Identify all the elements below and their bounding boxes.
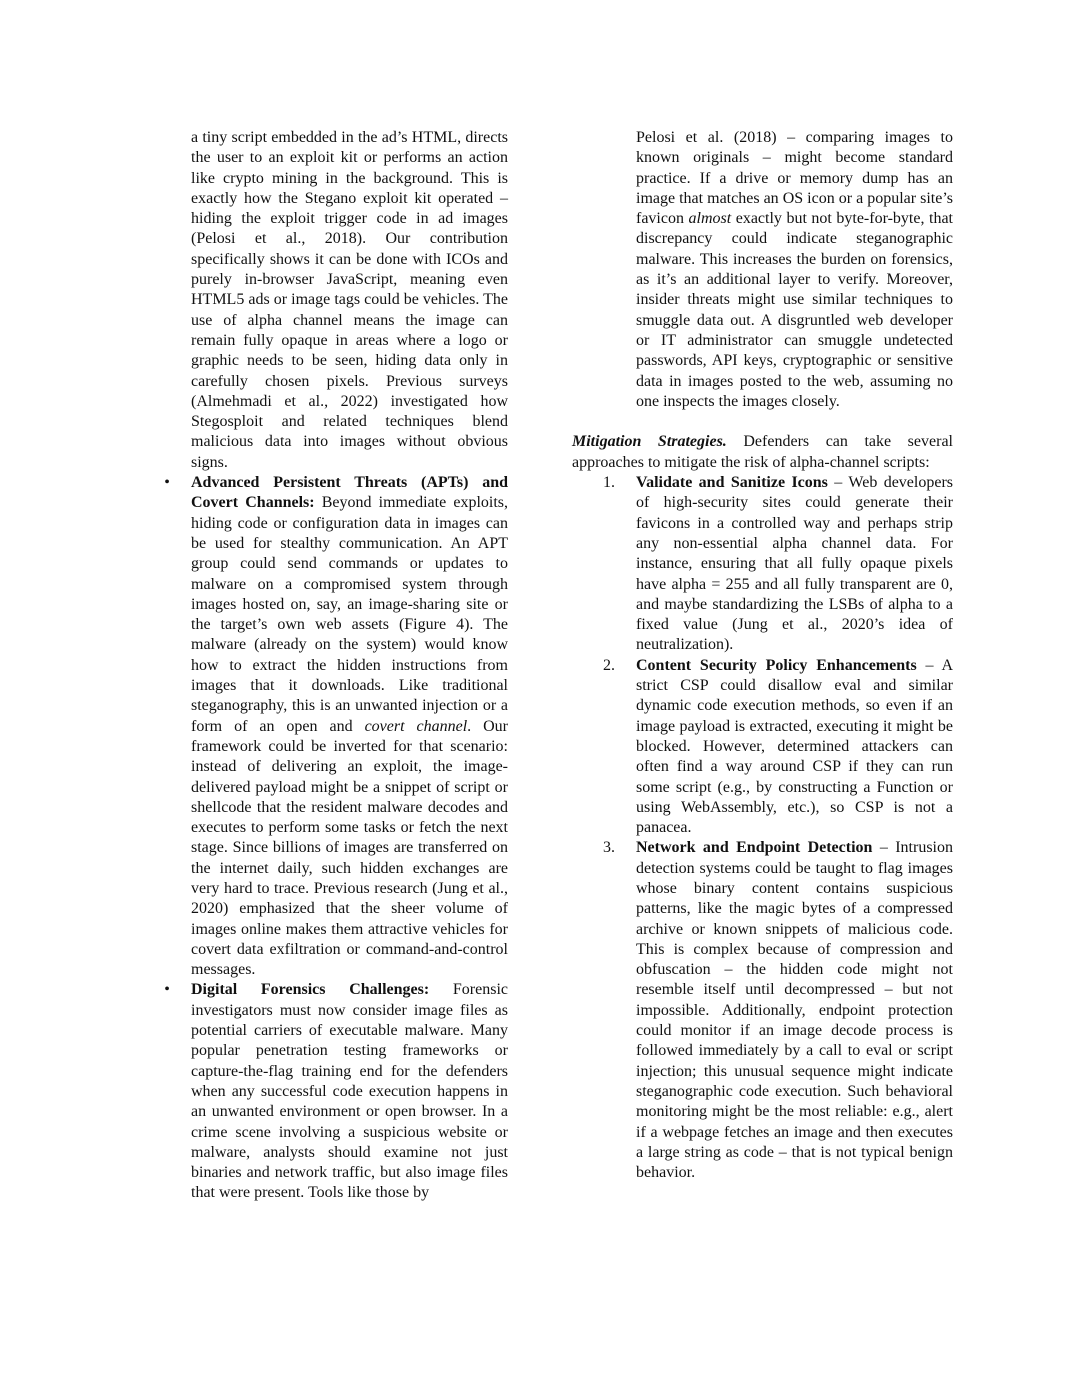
- bullet-marker: •: [164, 981, 170, 999]
- paragraph-gap: [572, 412, 953, 432]
- bullet-text-apts-a: Beyond immediate exploits, hiding code or configuration data in images can be used for stealthy communication. An APT group could send commands or updates to malware on a compromised system through images hosted on, say, an image-sharing site or the target’s own web assets (Figure 4). The malware (already on the system) would know how to extract the hidden instructions from images that it downloads. Like traditional steganography, this is an unwanted injection or a form of an open and: [191, 494, 509, 735]
- bullet-title-forensics: Digital Forensics Challenges:: [191, 981, 430, 999]
- bullet-item-apts: [164, 473, 509, 980]
- step-item-validate-icons: [603, 473, 954, 656]
- step-item-csp: [603, 656, 954, 839]
- step-title-validate-icons: Validate and Sanitize Icons: [636, 474, 828, 492]
- step-text-csp: – A strict CSP could disallow eval and similar dynamic code execution methods, so even if an image payload is extracted, executing it might be blocked. However, determined attackers can often find a way around CSP if they can run some script (e.g., by constructing a Function or using WebAssembly, etc.), so CSP is not a panacea.: [636, 656, 954, 837]
- bullet-emphasis-covert-channel: covert channel: [364, 717, 468, 735]
- step-title-network-detection: Network and Endpoint Detection: [636, 839, 873, 857]
- mitigation-paragraph: [572, 432, 953, 473]
- left-column: [164, 128, 509, 1204]
- step-number: 1.: [603, 474, 615, 492]
- step-number: 2.: [603, 656, 615, 674]
- step-item-network-detection: [603, 838, 954, 1183]
- mitigation-heading: Mitigation Strategies.: [572, 433, 727, 451]
- step-text-network-detection: – Intrusion detection systems could be taught to flag images whose binary content contains suspicious patterns, like the magic bytes of a compressed archive or known snippets of malicious code. This is complex because of compression and obfuscation – the hidden code might not resemble itself until decompressed – but not impossible. Additionally, endpoint protection could monitor if an image decode process is followed immediately by a call to eval or script injection; this unusual sequence might indicate steganographic code execution. Such behavioral monitoring might be the most reliable: e.g., alert if a webpage fetches an image and then executes a large string as code – that is not typical benign behavior.: [636, 839, 954, 1182]
- right-continuation-text-a: Pelosi et al. (2018) – comparing images to known originals – might become standard practice. If a drive or memory dump has an image that matches an OS icon or a popular site’s favicon: [636, 129, 953, 228]
- bullet-list: [164, 473, 509, 1204]
- bullet-marker: •: [164, 474, 170, 492]
- bullet-text-apts-b: . Our framework could be inverted for that scenario: instead of delivering an exploit, the image-delivered payload might be a snippet of script or shellcode that the resident malware decodes and executes to perform some tasks or fetch the next stage. Since billions of images are transferred on the internet daily, such hidden exchanges are very hard to trace. Previous research (Jung et al., 2020) emphasized that the sheer volume of images online makes them attractive vehicles for covert data exfiltration or command-and-control messages.: [191, 717, 509, 979]
- mitigation-steps-list: [572, 473, 953, 1183]
- bullet-text-forensics: Forensic investigators must now consider image files as potential carriers of executable malware. Many popular penetration testing frameworks or capture-the-flag training end for the defenders when any successful code execution happens in an unwanted environment or open browser. In a crime scene involving a suspicious website or malware, analysts should examine not just binaries and network traffic, but also image files that were present. Tools like those by: [191, 981, 508, 1202]
- bullet-item-forensics: [164, 980, 508, 1203]
- bullet-title-apts: Advanced Persistent Threats (APTs) and Covert Channels:: [191, 474, 508, 512]
- right-column: [572, 128, 953, 1183]
- step-text-validate-icons: – Web developers of high-security sites could generate their favicons in a controlled way and perhaps strip any non-essential alpha channel data. For instance, ensuring that all fully opaque pixels have alpha = 255 and all fully transparent are 0, and maybe standardizing the LSBs of alpha to a fixed value (Jung et al., 2020’s idea of neutralization).: [636, 474, 954, 654]
- step-number: 3.: [603, 839, 615, 857]
- right-continuation-emphasis: almost: [688, 210, 732, 228]
- step-title-csp: Content Security Policy Enhancements: [636, 656, 917, 674]
- right-continuation-paragraph: [572, 128, 953, 412]
- mitigation-intro: Defenders can take several approaches to mitigate the risk of alpha-channel scripts:: [572, 433, 953, 471]
- right-continuation-text-b: exactly but not byte-for-byte, that discrepancy could indicate steganographic malware. This increases the burden on forensics, as it’s an additional layer to verify. Moreover, insider threats might use similar techniques to smuggle data out. A disgruntled web developer or IT administrator can smuggle undetected passwords, API keys, cryptographic or sensitive data in images posted to the web, assuming no one inspects the images closely.: [636, 210, 953, 410]
- left-continuation-paragraph: a tiny script embedded in the ad’s HTML, directs the user to an exploit kit or performs an action like crypto mining in the background. This is exactly how the Stegano exploit kit operated – hiding the exploit trigger code in ad images (Pelosi et al., 2018). Our contribution specifically shows it can be done with ICOs and purely in-browser JavaScript, meaning even HTML5 ads or image tags could be vehicles. The use of alpha channel means the image can remain fully opaque in areas where a logo or graphic needs to be seen, hiding data only in carefully chosen pixels. Previous surveys (Almehmadi et al., 2022) investigated how Stegosploit and related techniques blend malicious data into images without obvious signs.: [191, 129, 508, 471]
